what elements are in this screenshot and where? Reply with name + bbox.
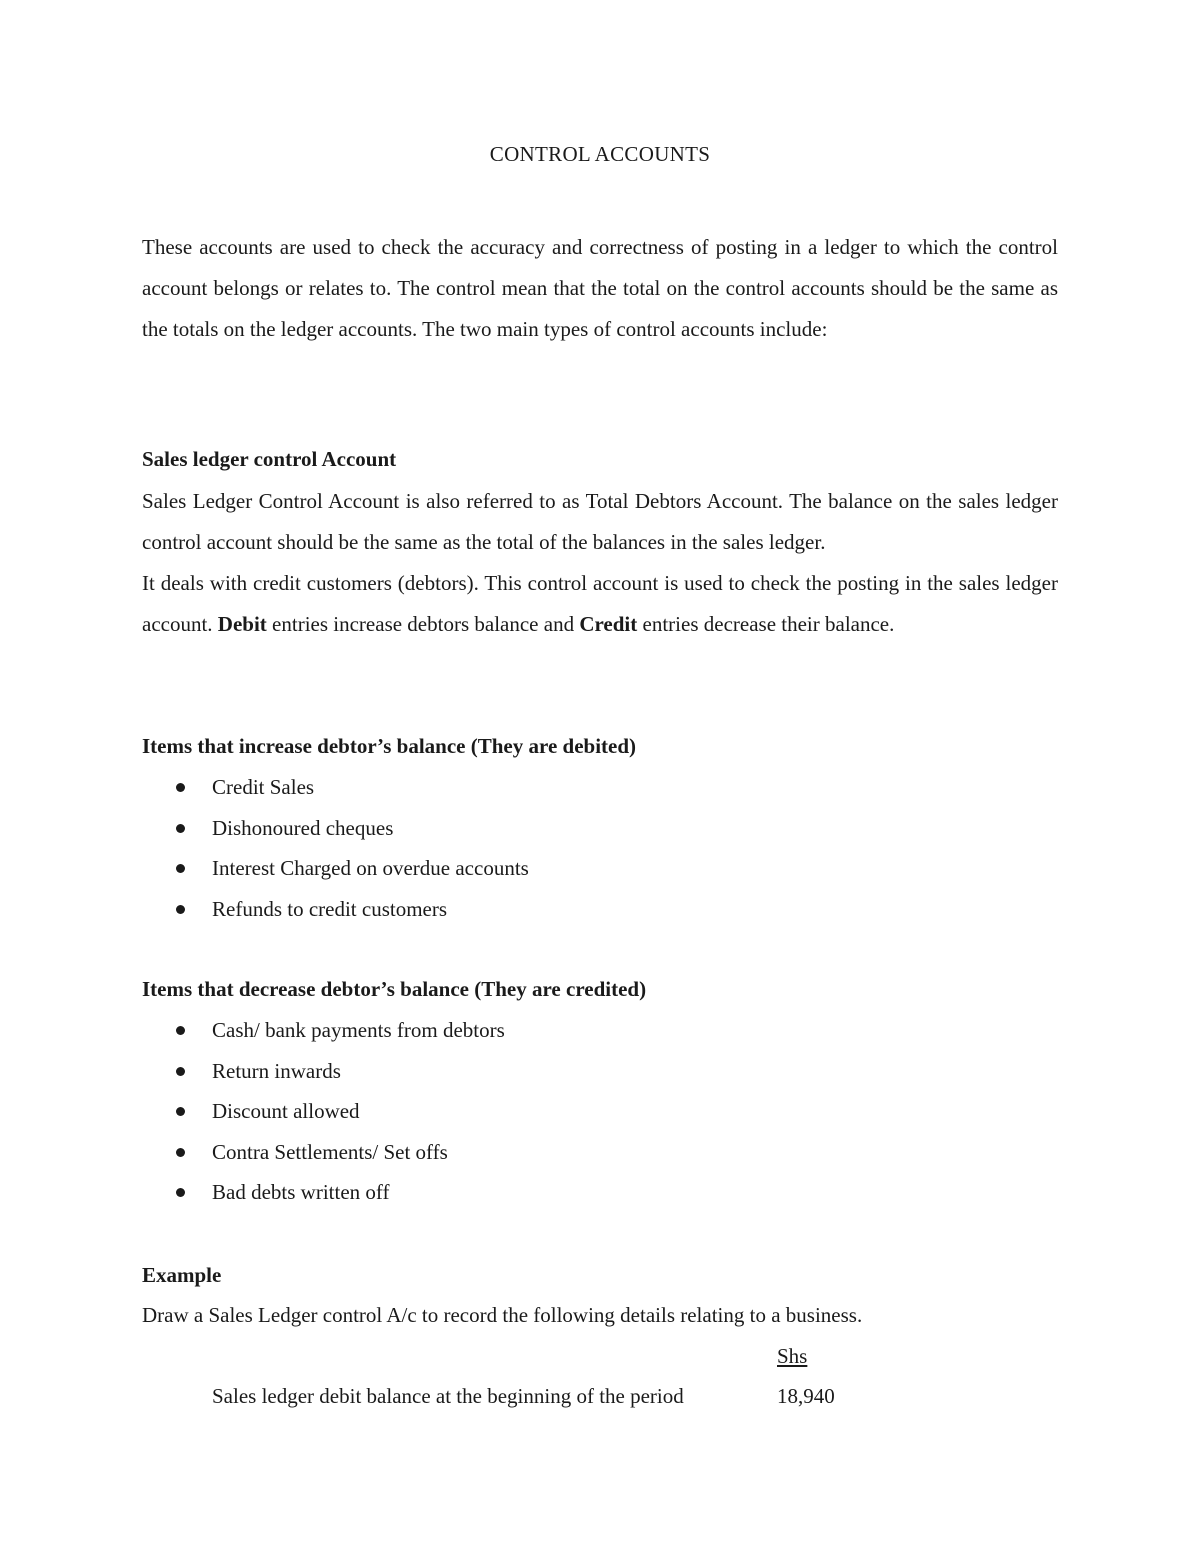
list-item-text: Contra Settlements/ Set offs xyxy=(212,1139,448,1164)
list-item-text: Discount allowed xyxy=(212,1099,360,1124)
paragraph-text: entries decrease their balance. xyxy=(637,612,895,636)
decrease-items-heading: Items that decrease debtor’s balance (They are credited) xyxy=(142,977,647,1001)
list-item xyxy=(142,1177,505,1218)
intro-paragraph: These accounts are used to check the accuracy and correctness of posting in a ledger to which the control account belongs or relates to. The control mean that the total on the control accounts should be the same as the totals on the ledger accounts. The two main types of control accounts include: xyxy=(142,235,1058,341)
page-title: CONTROL ACCOUNTS xyxy=(489,142,711,166)
paragraph-text: It deals with credit customers (debtors). This control account is used to check the posting in the sales ledger account. xyxy=(142,571,1058,636)
list-item-text: Return inwards xyxy=(212,1058,341,1083)
bullet-icon xyxy=(176,1188,185,1197)
list-item-text: Refunds to credit customers xyxy=(212,896,448,921)
sales-ledger-heading: Sales ledger control Account xyxy=(142,447,397,471)
list-item xyxy=(142,1096,505,1137)
decrease-items-list xyxy=(142,1015,505,1218)
list-item xyxy=(142,1137,505,1178)
credit-emphasis: Credit xyxy=(579,612,638,636)
increase-items-list xyxy=(142,772,529,934)
bullet-icon xyxy=(176,783,185,792)
example-row-value: 18,940 xyxy=(777,1384,835,1408)
list-item xyxy=(142,1056,505,1097)
currency-header: Shs xyxy=(777,1344,808,1368)
example-row-label: Sales ledger debit balance at the beginning of the period xyxy=(212,1384,684,1408)
list-item xyxy=(142,894,529,935)
list-item-text: Dishonoured cheques xyxy=(212,815,394,840)
list-item-text: Credit Sales xyxy=(212,775,315,799)
list-item-text: Cash/ bank payments from debtors xyxy=(212,1018,505,1042)
bullet-icon xyxy=(176,1107,185,1116)
bullet-icon xyxy=(176,905,185,914)
list-item-text: Interest Charged on overdue accounts xyxy=(212,856,529,881)
bullet-icon xyxy=(176,864,185,873)
list-item xyxy=(142,772,529,813)
debit-emphasis: Debit xyxy=(217,612,267,636)
sales-ledger-paragraph-1: Sales Ledger Control Account is also referred to as Total Debtors Account. The balance on the sales ledger control account should be the same as the total of the balances in the sales ledger. xyxy=(142,489,1058,554)
example-heading: Example xyxy=(142,1263,222,1287)
bullet-icon xyxy=(176,824,185,833)
list-item xyxy=(142,1015,505,1056)
bullet-icon xyxy=(176,1148,185,1157)
list-item xyxy=(142,853,529,894)
sales-ledger-paragraph-2 xyxy=(142,563,1058,645)
list-item-text: Bad debts written off xyxy=(212,1180,390,1205)
list-item xyxy=(142,813,529,854)
example-instruction: Draw a Sales Ledger control A/c to record the following details relating to a business. xyxy=(142,1303,863,1327)
increase-items-heading: Items that increase debtor’s balance (They are debited) xyxy=(142,734,637,758)
paragraph-text: entries increase debtors balance and xyxy=(266,612,580,636)
bullet-icon xyxy=(176,1026,185,1035)
bullet-icon xyxy=(176,1067,185,1076)
